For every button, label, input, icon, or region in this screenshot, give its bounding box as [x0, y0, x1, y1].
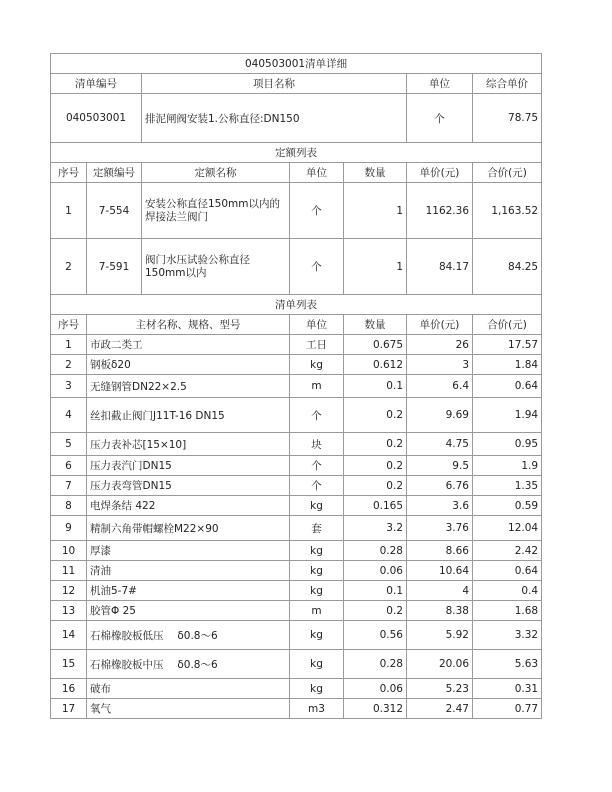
material-price: 5.23	[407, 679, 473, 699]
material-price: 26	[407, 335, 473, 355]
material-price: 6.4	[407, 375, 473, 398]
material-unit: 个	[290, 476, 344, 496]
material-price: 4	[407, 581, 473, 601]
material-name: 无缝钢管DN22×2.5	[87, 375, 290, 398]
material-seq: 10	[51, 541, 87, 561]
material-price: 3	[407, 355, 473, 375]
material-row	[51, 621, 542, 650]
material-row	[51, 335, 542, 355]
quota-row	[51, 183, 542, 239]
quota-total: 84.25	[473, 239, 542, 295]
material-price: 10.64	[407, 561, 473, 581]
bill-price-header: 综合单价	[473, 74, 542, 94]
material-qty: 0.1	[344, 375, 407, 398]
quota-section-row	[51, 143, 542, 163]
quota-total-header: 合价(元)	[473, 163, 542, 183]
material-name: 石棉橡胶板低压 δ0.8～6	[87, 621, 290, 650]
material-qty: 0.06	[344, 561, 407, 581]
bill-code-header: 清单编号	[51, 74, 142, 94]
material-qty: 0.2	[344, 456, 407, 476]
material-row	[51, 699, 542, 719]
quota-header-row	[51, 163, 542, 183]
material-section-title: 清单列表	[51, 295, 542, 315]
material-price: 20.06	[407, 650, 473, 679]
quota-section-title: 定额列表	[51, 143, 542, 163]
material-seq: 13	[51, 601, 87, 621]
material-name: 市政二类工	[87, 335, 290, 355]
quota-qty: 1	[344, 239, 407, 295]
title-row	[51, 54, 542, 74]
material-row	[51, 375, 542, 398]
quota-name-header: 定额名称	[142, 163, 290, 183]
quota-code: 7-554	[87, 183, 142, 239]
material-name: 氧气	[87, 699, 290, 719]
material-unit: m	[290, 601, 344, 621]
material-qty: 3.2	[344, 516, 407, 541]
material-name-header: 主材名称、规格、型号	[87, 315, 290, 335]
material-qty: 0.612	[344, 355, 407, 375]
material-total: 2.42	[473, 541, 542, 561]
material-price: 2.47	[407, 699, 473, 719]
material-qty: 0.2	[344, 433, 407, 456]
material-unit: kg	[290, 581, 344, 601]
material-unit: 工日	[290, 335, 344, 355]
material-total: 1.94	[473, 398, 542, 433]
material-qty-header: 数量	[344, 315, 407, 335]
material-name: 压力表弯管DN15	[87, 476, 290, 496]
material-total: 1.35	[473, 476, 542, 496]
material-qty: 0.28	[344, 541, 407, 561]
material-name: 钢板δ20	[87, 355, 290, 375]
material-seq: 17	[51, 699, 87, 719]
quota-seq: 1	[51, 183, 87, 239]
material-name: 厚漆	[87, 541, 290, 561]
material-price: 8.38	[407, 601, 473, 621]
material-row	[51, 581, 542, 601]
material-row	[51, 476, 542, 496]
quota-price: 1162.36	[407, 183, 473, 239]
material-total: 1.84	[473, 355, 542, 375]
material-header-row	[51, 315, 542, 335]
material-unit: m	[290, 375, 344, 398]
material-total: 3.32	[473, 621, 542, 650]
quota-unit: 个	[290, 183, 344, 239]
material-price: 9.5	[407, 456, 473, 476]
material-price: 3.76	[407, 516, 473, 541]
quota-price-header: 单价(元)	[407, 163, 473, 183]
material-seq: 2	[51, 355, 87, 375]
material-name: 压力表汽门DN15	[87, 456, 290, 476]
material-row	[51, 456, 542, 476]
material-total: 12.04	[473, 516, 542, 541]
bill-unit-header: 单位	[407, 74, 473, 94]
quota-code: 7-591	[87, 239, 142, 295]
material-unit: 个	[290, 456, 344, 476]
material-total: 0.4	[473, 581, 542, 601]
material-price: 9.69	[407, 398, 473, 433]
material-qty: 0.2	[344, 398, 407, 433]
table-title: 040503001清单详细	[51, 54, 542, 74]
material-seq: 6	[51, 456, 87, 476]
quota-unit-header: 单位	[290, 163, 344, 183]
quota-total: 1,163.52	[473, 183, 542, 239]
material-seq: 12	[51, 581, 87, 601]
material-qty: 0.312	[344, 699, 407, 719]
material-unit: kg	[290, 355, 344, 375]
quota-row	[51, 239, 542, 295]
material-total: 0.77	[473, 699, 542, 719]
material-section-row	[51, 295, 542, 315]
material-name: 胶管Φ 25	[87, 601, 290, 621]
material-unit-header: 单位	[290, 315, 344, 335]
material-seq: 3	[51, 375, 87, 398]
material-total: 0.59	[473, 496, 542, 516]
material-price-header: 单价(元)	[407, 315, 473, 335]
material-qty: 0.165	[344, 496, 407, 516]
bill-detail-table	[50, 53, 542, 719]
material-price: 4.75	[407, 433, 473, 456]
material-price: 8.66	[407, 541, 473, 561]
material-seq: 1	[51, 335, 87, 355]
material-seq: 8	[51, 496, 87, 516]
material-qty: 0.2	[344, 601, 407, 621]
bill-name-header: 项目名称	[142, 74, 407, 94]
material-row	[51, 561, 542, 581]
quota-name: 安装公称直径150mm以内的焊接法兰阀门	[142, 183, 290, 239]
material-seq: 7	[51, 476, 87, 496]
quota-qty-header: 数量	[344, 163, 407, 183]
bill-price: 78.75	[473, 94, 542, 143]
material-name: 丝扣截止阀门J11T-16 DN15	[87, 398, 290, 433]
material-seq: 16	[51, 679, 87, 699]
material-qty: 0.56	[344, 621, 407, 650]
material-total: 0.31	[473, 679, 542, 699]
material-unit: kg	[290, 679, 344, 699]
material-row	[51, 541, 542, 561]
material-row	[51, 355, 542, 375]
material-seq: 15	[51, 650, 87, 679]
material-seq: 14	[51, 621, 87, 650]
material-price: 6.76	[407, 476, 473, 496]
bill-code: 040503001	[51, 94, 142, 143]
material-unit: 套	[290, 516, 344, 541]
material-row	[51, 433, 542, 456]
quota-qty: 1	[344, 183, 407, 239]
material-row	[51, 679, 542, 699]
quota-unit: 个	[290, 239, 344, 295]
material-row	[51, 516, 542, 541]
material-qty: 0.06	[344, 679, 407, 699]
material-name: 精制六角带帽螺栓M22×90	[87, 516, 290, 541]
material-total: 1.9	[473, 456, 542, 476]
material-qty: 0.2	[344, 476, 407, 496]
quota-code-header: 定额编号	[87, 163, 142, 183]
material-name: 破布	[87, 679, 290, 699]
bill-header-row	[51, 74, 542, 94]
material-total: 1.68	[473, 601, 542, 621]
material-qty: 0.28	[344, 650, 407, 679]
material-total: 5.63	[473, 650, 542, 679]
material-name: 石棉橡胶板中压 δ0.8～6	[87, 650, 290, 679]
material-row	[51, 398, 542, 433]
material-name: 电焊条结 422	[87, 496, 290, 516]
material-unit: kg	[290, 650, 344, 679]
material-price: 3.6	[407, 496, 473, 516]
material-unit: m3	[290, 699, 344, 719]
material-unit: kg	[290, 496, 344, 516]
material-unit: 个	[290, 398, 344, 433]
material-row	[51, 650, 542, 679]
bill-name: 排泥闸阀安装1.公称直径:DN150	[142, 94, 407, 143]
material-seq: 9	[51, 516, 87, 541]
material-seq-header: 序号	[51, 315, 87, 335]
quota-seq: 2	[51, 239, 87, 295]
material-total-header: 合价(元)	[473, 315, 542, 335]
material-qty: 0.1	[344, 581, 407, 601]
material-unit: kg	[290, 541, 344, 561]
material-qty: 0.675	[344, 335, 407, 355]
material-seq: 4	[51, 398, 87, 433]
material-unit: kg	[290, 621, 344, 650]
material-row	[51, 601, 542, 621]
material-name: 机油5-7#	[87, 581, 290, 601]
material-name: 清油	[87, 561, 290, 581]
material-total: 0.64	[473, 561, 542, 581]
quota-name: 阀门水压试验公称直径150mm以内	[142, 239, 290, 295]
material-unit: 块	[290, 433, 344, 456]
material-total: 0.95	[473, 433, 542, 456]
quota-price: 84.17	[407, 239, 473, 295]
material-unit: kg	[290, 561, 344, 581]
material-total: 0.64	[473, 375, 542, 398]
quota-seq-header: 序号	[51, 163, 87, 183]
material-name: 压力表补芯[15×10]	[87, 433, 290, 456]
material-seq: 5	[51, 433, 87, 456]
bill-row	[51, 94, 542, 143]
material-row	[51, 496, 542, 516]
material-price: 5.92	[407, 621, 473, 650]
bill-unit: 个	[407, 94, 473, 143]
material-total: 17.57	[473, 335, 542, 355]
material-seq: 11	[51, 561, 87, 581]
